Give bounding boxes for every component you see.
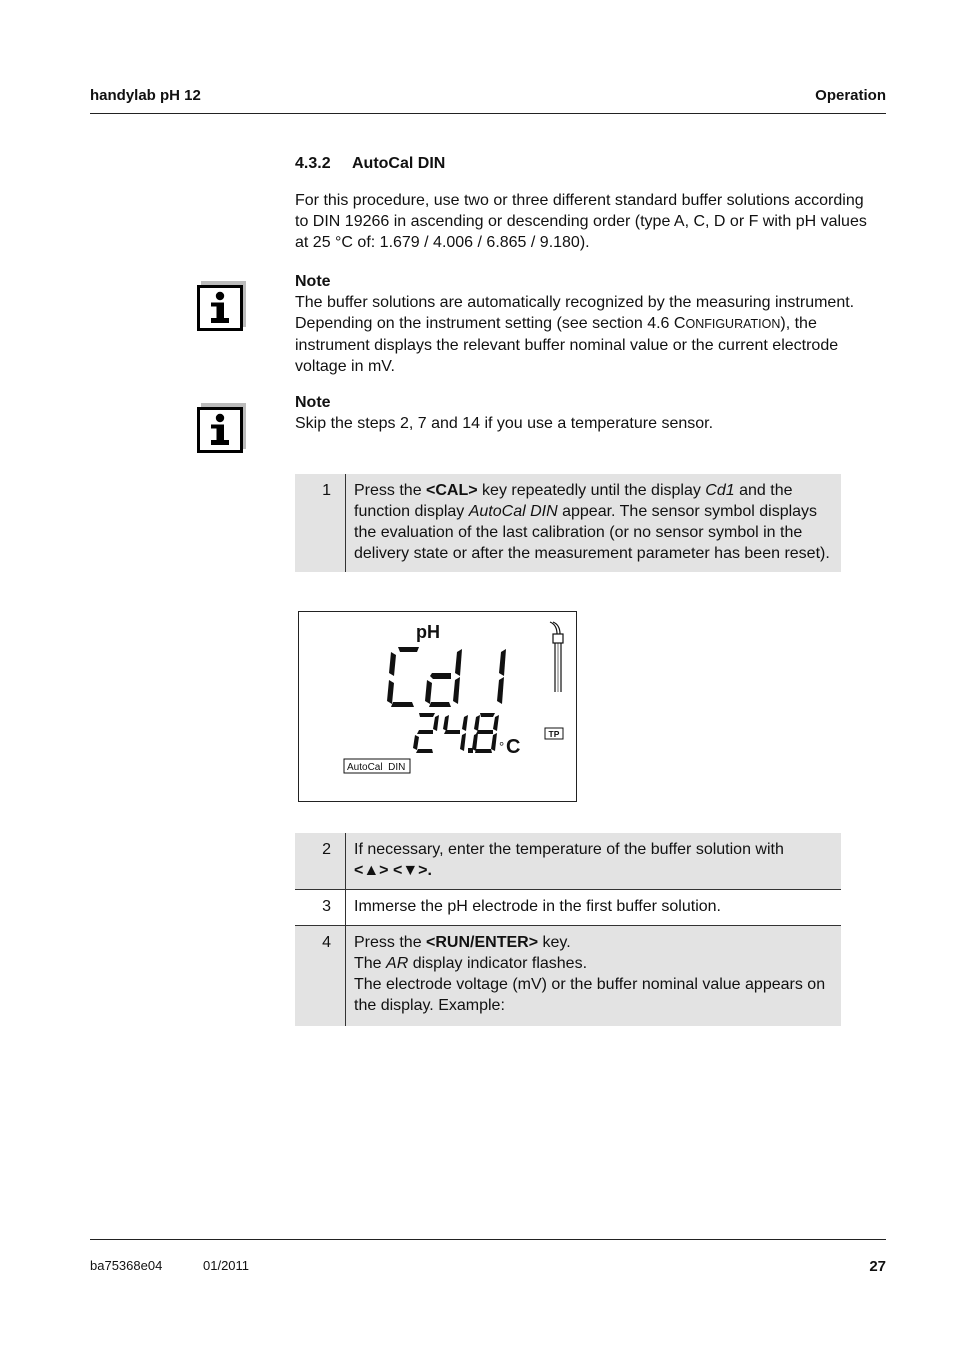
lcd-main-digit-d bbox=[425, 649, 462, 707]
note-2-text: Skip the steps 2, 7 and 14 if you use a temperature sensor. bbox=[295, 415, 714, 432]
lcd-main-digit-c bbox=[387, 647, 419, 707]
step-text: If necessary, enter the temperature of the buffer solution with <▲> <▼>. bbox=[346, 833, 842, 890]
lcd-temp-digit-8 bbox=[472, 713, 499, 753]
note-2 bbox=[295, 392, 887, 434]
lcd-display bbox=[298, 611, 577, 802]
step-number: 3 bbox=[295, 890, 346, 926]
footer-doc-id: ba75368e04 bbox=[90, 1258, 163, 1273]
note-1 bbox=[295, 271, 887, 377]
intro-paragraph: For this procedure, use two or three different standard buffer solutions according to DIN 19266 in ascending or descending order (type A, C, D or F with pH values at 25 °C of: 1.679 / 4.006 / 6.865 / 9.180). bbox=[295, 192, 867, 251]
info-icon bbox=[197, 403, 246, 453]
svg-text:°: ° bbox=[499, 739, 505, 754]
section-title: AutoCal DIN bbox=[352, 155, 446, 172]
lcd-temp-digit-4 bbox=[443, 715, 468, 751]
lcd-graphic bbox=[299, 612, 576, 801]
page-number: 27 bbox=[869, 1258, 886, 1275]
lcd-main-digit-1 bbox=[497, 649, 506, 704]
electrode-sensor-icon bbox=[550, 622, 563, 692]
step-text: Press the <CAL> key repeatedly until the display Cd1 and the function display AutoCal DIN appear. The sensor symbol displays the evaluation of the last calibration (or no sensor symbol in the delivery state or after the measurement parameter has been reset). bbox=[346, 474, 842, 572]
info-icon bbox=[197, 281, 246, 331]
footer-date: 01/2011 bbox=[203, 1258, 250, 1273]
step-number: 1 bbox=[295, 474, 346, 572]
function-label: AutoCal DIN bbox=[347, 762, 406, 773]
header-title: handylab pH 12 bbox=[90, 87, 201, 104]
tp-badge: TP bbox=[548, 729, 560, 739]
step-text: Immerse the pH electrode in the first buffer solution. bbox=[346, 890, 842, 926]
note-1-text: The buffer solutions are automatically recognized by the measuring instrument. Depending on the instrument setting (see section 4.6 CONFIGURATION), the instrument displays the relevant buffer nominal value or the current electrode voltage in mV. bbox=[295, 294, 855, 375]
step-row bbox=[295, 926, 841, 1027]
header-rule bbox=[90, 113, 886, 114]
footer-rule bbox=[90, 1239, 886, 1240]
step-row bbox=[295, 474, 841, 572]
section-heading bbox=[295, 155, 445, 173]
note-2-heading: Note bbox=[295, 394, 331, 411]
step-row bbox=[295, 890, 841, 926]
note-1-heading: Note bbox=[295, 273, 331, 290]
step-text: Press the <RUN/ENTER> key. The AR display indicator flashes. The electrode voltage (mV) or the buffer nominal value appears on the display. Example: bbox=[346, 926, 842, 1027]
step-number: 2 bbox=[295, 833, 346, 890]
lcd-unit-label: pH bbox=[416, 622, 440, 642]
step-number: 4 bbox=[295, 926, 346, 1027]
step-row bbox=[295, 833, 841, 890]
svg-text:C: C bbox=[506, 736, 521, 758]
header-section: Operation bbox=[815, 87, 886, 104]
step-table-1 bbox=[295, 474, 841, 572]
lcd-temp-digit-2 bbox=[413, 713, 439, 753]
section-number: 4.3.2 bbox=[295, 155, 331, 172]
step-table-2 bbox=[295, 833, 841, 1026]
